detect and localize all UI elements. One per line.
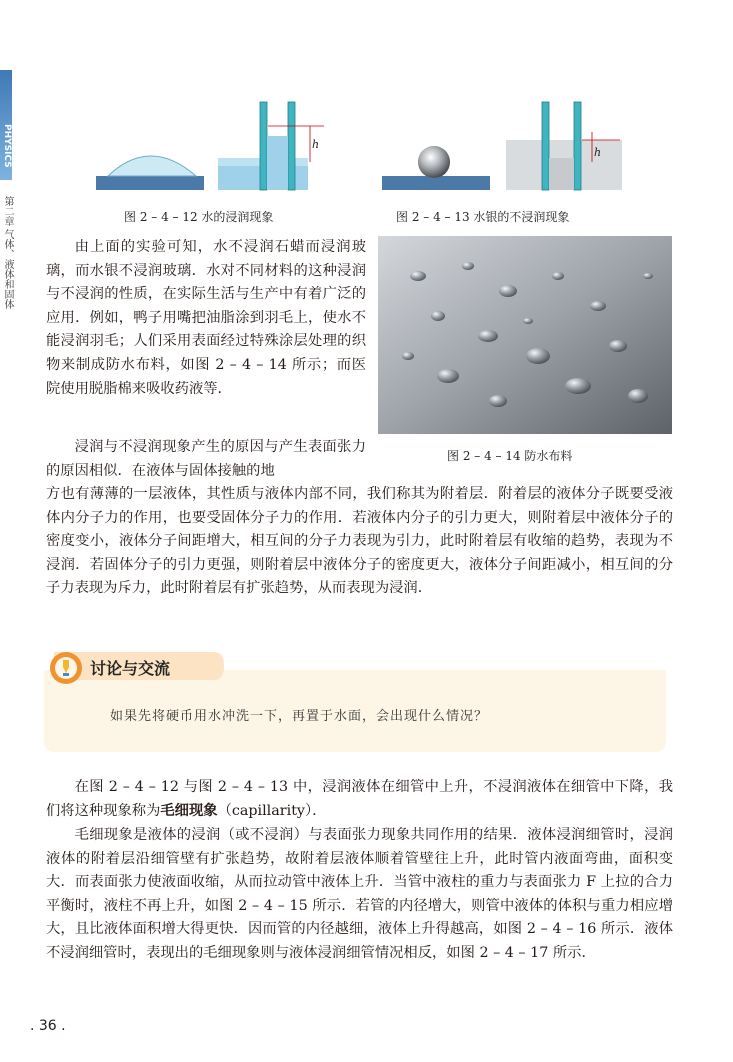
side-tab-label: PHYSICS xyxy=(2,124,12,168)
paragraph-wetting-applications: 由上面的实验可知，水不浸润石蜡而浸润玻璃，而水银不浸润玻璃．水对不同材料的这种浸润与不浸润的性质，在实际生活与生产中有着广泛的应用．例如，鸭子用嘴把油脂涂到羽毛上，使水不能浸润羽毛；人们采用表面经过特殊涂层处理的织物来制成防水布料，如图 2 – 4 – 14 所示；而医院使用脱脂棉来吸收药液等． xyxy=(46,239,366,397)
discussion-question: 如果先将硬币用水冲洗一下，再置于水面，会出现什么情况？ xyxy=(110,709,489,724)
figure-waterproof-fabric-photo xyxy=(378,236,672,434)
paragraph-cause-part2: 方也有薄薄的一层液体，其性质与液体内部不同，我们称其为附着层．附着层的液体分子既要受液体内分子力的作用，也要受固体分子力的作用．若液体内分子的引力更大，则附着层中液体分子的密度变小，液体分子间距增大，相互间的分子力表现为引力，此时附着层有收缩的趋势，表现为不浸润．若固体分子的引力更强，则附着层中液体分子的密度更大，液体分子间距减小，相互间的分子力表现为斥力，此时附着层有扩张趋势，从而表现为浸润． xyxy=(46,486,673,597)
paragraph-cause-part1: 浸润与不浸润现象产生的原因与产生表面张力的原因相似．在液体与固体接触的地 xyxy=(46,439,366,479)
paragraph-capillarity-explanation: 毛细现象是液体的浸润（或不浸润）与表面张力现象共同作用的结果．液体浸润细管时，浸润液体的附着层沿细管壁有扩张趋势，故附着层液体顺着管壁往上升，此时管内液面弯曲，面积变大．而表面张力使液面收缩，从而拉动管中液体上升．当管中液柱的重力与表面张力 F 上拉的合力平衡时，液柱不再上升，如图 2 – 4 – 15 所示．若管的内径增大，则管中液体的体积与重力相应增大，且比液体面积增大得更快．因而管的内径越细，液体上升得越高，如图 2 – 4 – 16 所示．液体不浸润细管时，表现出的毛细现象则与液体浸润细管情况相反，如图 2 – 4 – 17 所示． xyxy=(46,827,673,961)
discussion-title: 讨论与交流 xyxy=(90,659,171,678)
chapter-title-vertical: 第二章 气体、液体和固体 xyxy=(2,196,13,310)
figure-water-wetting xyxy=(92,100,320,200)
figure-mercury-non-wetting xyxy=(380,100,630,200)
figure-14-caption: 图 2 – 4 – 14 防水布料 xyxy=(447,449,573,463)
term-capillarity: 毛细现象 xyxy=(160,802,218,819)
height-label: h xyxy=(312,138,320,151)
figure-12-caption: 图 2 – 4 – 12 水的浸润现象 xyxy=(124,210,274,224)
figure-13-caption: 图 2 – 4 – 13 水银的不浸润现象 xyxy=(396,210,570,224)
page-number: . 36 . xyxy=(30,1018,66,1034)
svg-text:h: h xyxy=(594,146,602,159)
paragraph-capillarity-definition: 在图 2 – 4 – 12 与图 2 – 4 – 13 中，浸润液体在细管中上升，不浸润液体在细管中下降，我们将这种现象称为毛细现象（capillarity）． xyxy=(46,779,673,819)
